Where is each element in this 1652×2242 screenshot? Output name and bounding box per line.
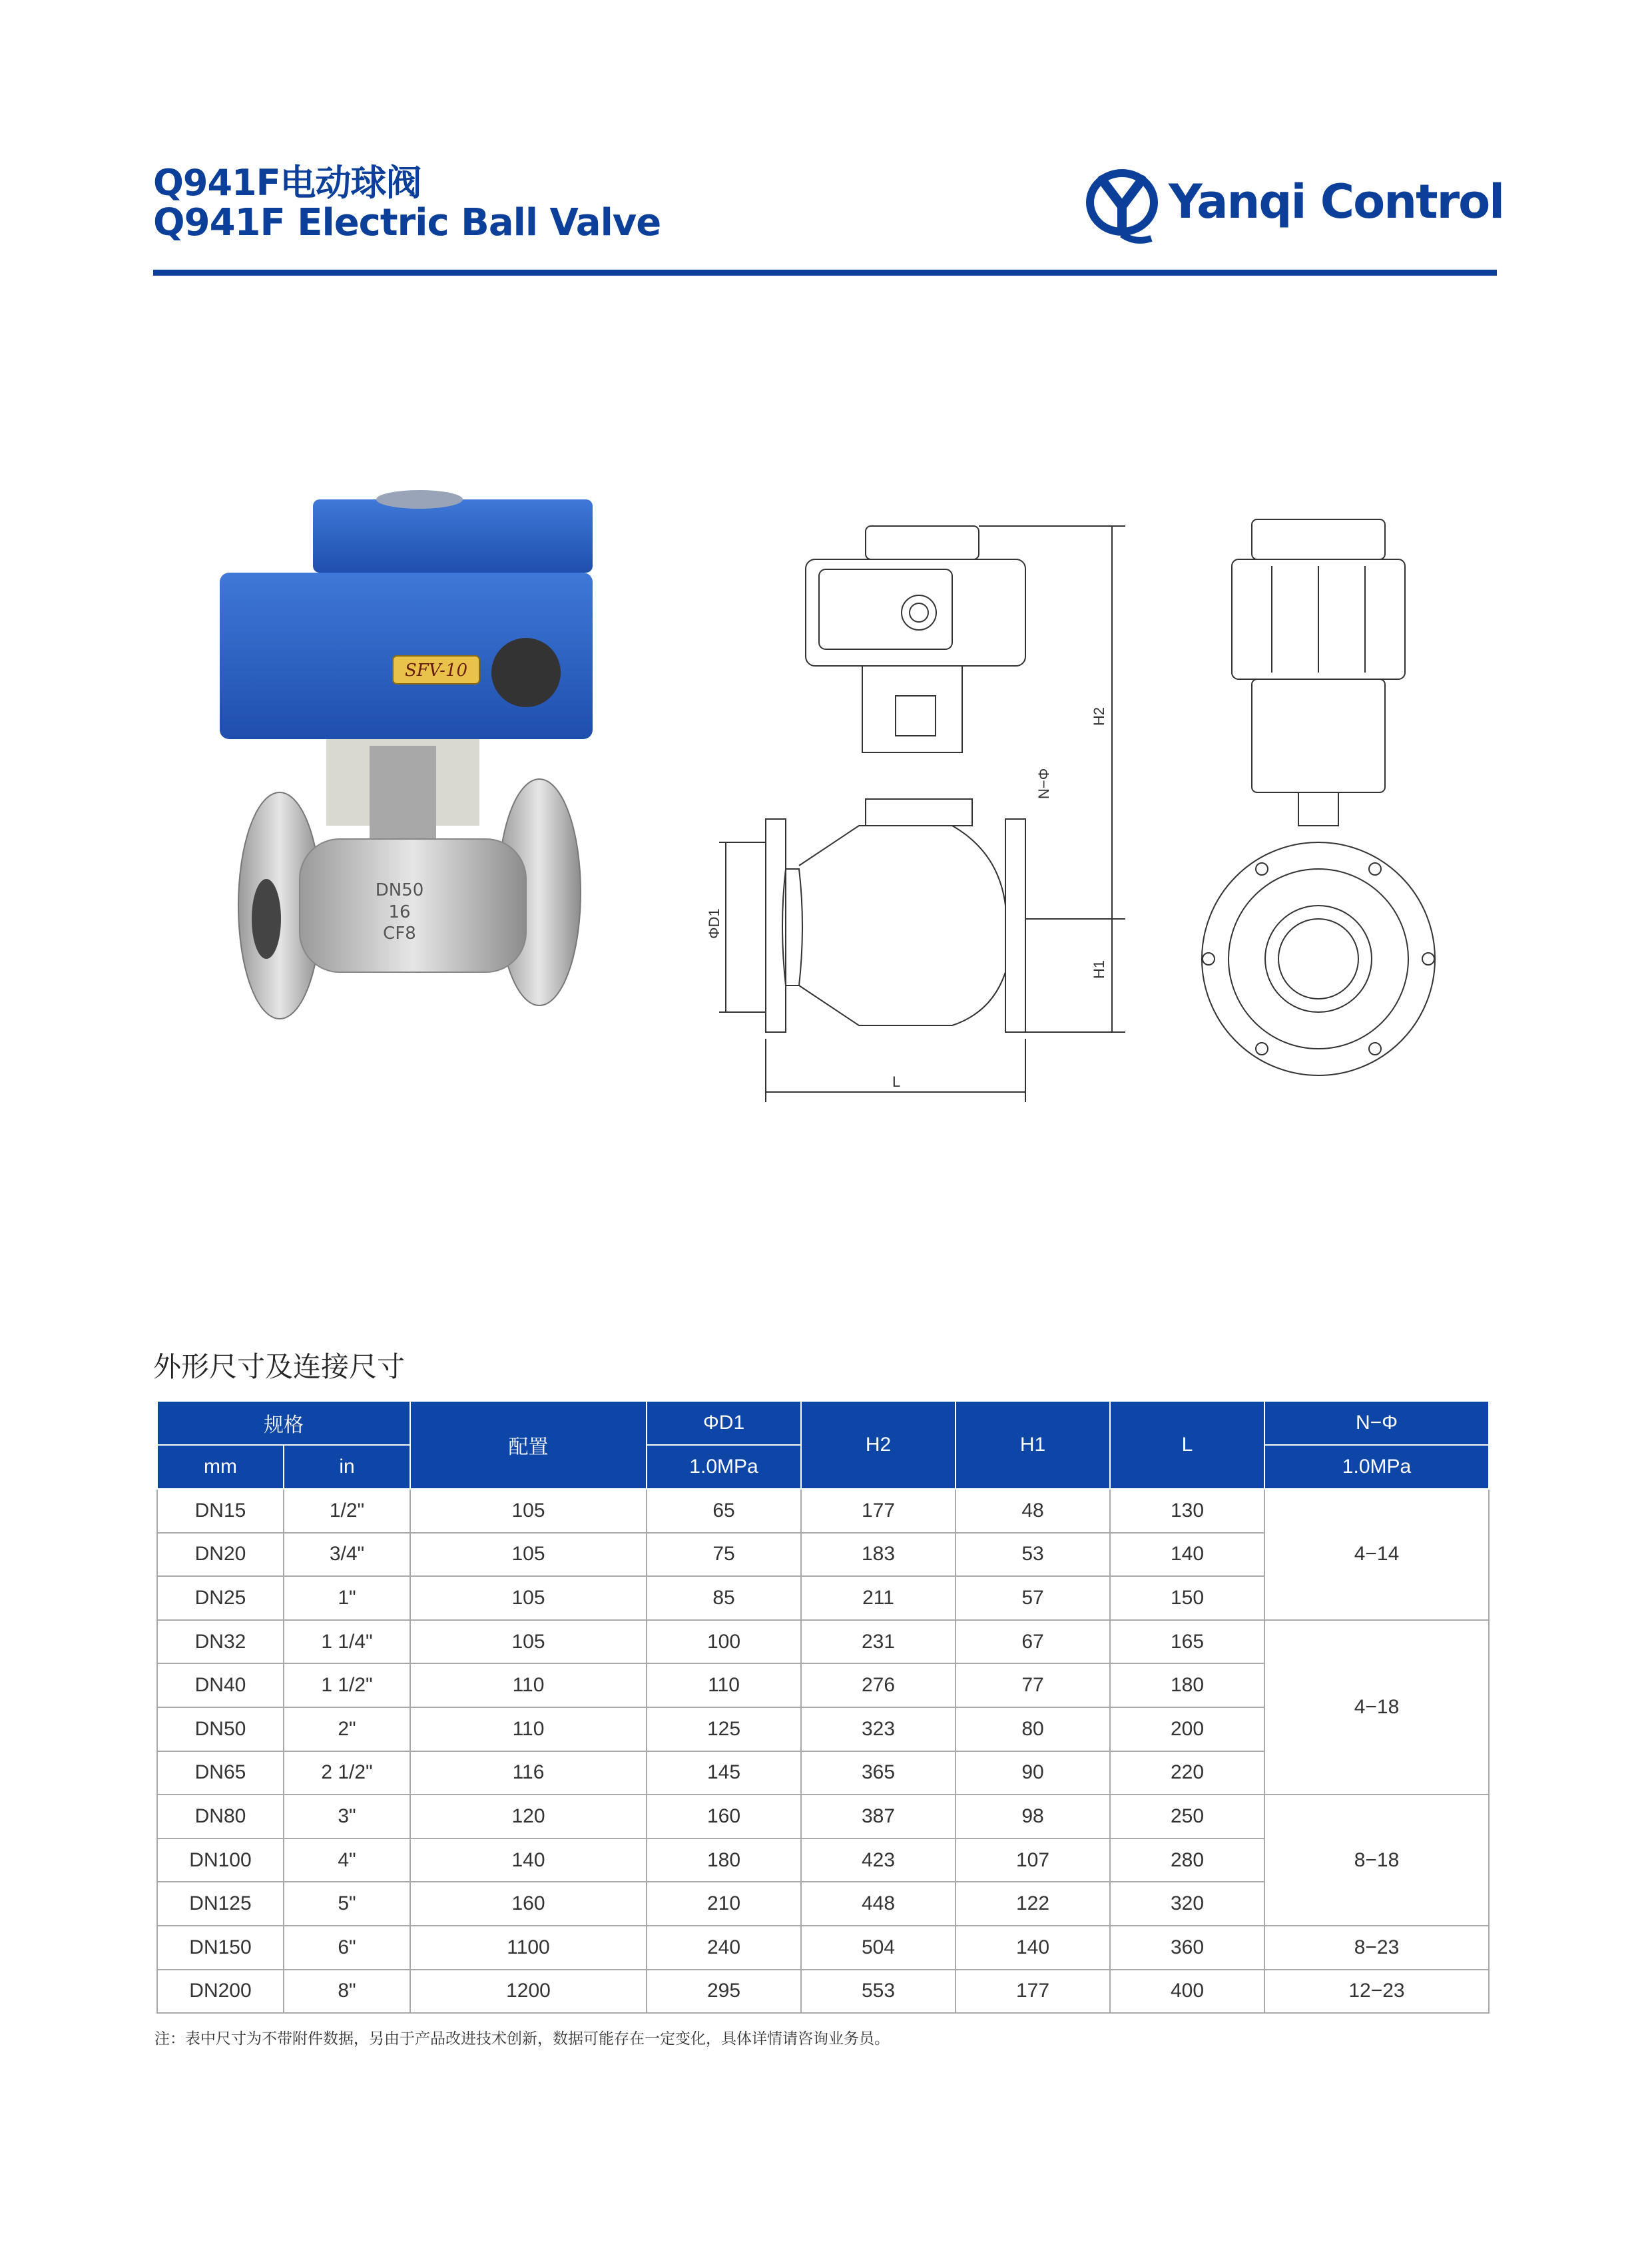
header-d1: ΦD1 (647, 1401, 801, 1445)
cell-d1: 210 (647, 1882, 801, 1926)
cell-config: 1200 (410, 1970, 647, 2014)
cell-l: 250 (1110, 1795, 1264, 1838)
cell-n-phi: 8−23 (1264, 1926, 1489, 1970)
header-n-phi-pressure: 1.0MPa (1264, 1445, 1489, 1489)
dimensions-table (156, 1400, 1490, 2014)
cell-mm: DN150 (157, 1926, 284, 1970)
cell-l: 140 (1110, 1533, 1264, 1577)
cell-l: 320 (1110, 1882, 1264, 1926)
header-l: L (1110, 1401, 1264, 1489)
cell-config: 110 (410, 1663, 647, 1707)
cell-d1: 85 (647, 1576, 801, 1620)
header-config: 配置 (410, 1401, 647, 1489)
cell-d1: 110 (647, 1663, 801, 1707)
cell-h2: 323 (801, 1707, 956, 1751)
cell-in: 2 1/2" (284, 1751, 410, 1795)
cell-config: 105 (410, 1576, 647, 1620)
cell-d1: 100 (647, 1620, 801, 1664)
table-row (157, 1926, 1489, 1970)
cell-config: 120 (410, 1795, 647, 1838)
cell-h2: 276 (801, 1663, 956, 1707)
cell-l: 165 (1110, 1620, 1264, 1664)
cell-config: 140 (410, 1838, 647, 1882)
header-mm: mm (157, 1445, 284, 1489)
cell-config: 160 (410, 1882, 647, 1926)
cell-h1: 67 (956, 1620, 1110, 1664)
cell-h1: 77 (956, 1663, 1110, 1707)
cell-d1: 180 (647, 1838, 801, 1882)
dimension-label-h2: H2 (1091, 706, 1107, 726)
cell-mm: DN100 (157, 1838, 284, 1882)
cell-in: 8" (284, 1970, 410, 2014)
cell-h2: 177 (801, 1489, 956, 1533)
header-divider (153, 270, 1497, 276)
cell-h2: 504 (801, 1926, 956, 1970)
dimension-label-d1: ΦD1 (706, 908, 722, 939)
cell-h2: 448 (801, 1882, 956, 1926)
cell-l: 360 (1110, 1926, 1264, 1970)
cell-h1: 90 (956, 1751, 1110, 1795)
header-d1-pressure: 1.0MPa (647, 1445, 801, 1489)
section-title: 外形尺寸及连接尺寸 (153, 1350, 406, 1383)
cell-mm: DN40 (157, 1663, 284, 1707)
brand-logo (1082, 165, 1504, 245)
header-h1: H1 (956, 1401, 1110, 1489)
header-spec: 规格 (157, 1401, 410, 1445)
table-row (157, 1620, 1489, 1664)
cell-h1: 177 (956, 1970, 1110, 2014)
cell-mm: DN32 (157, 1620, 284, 1664)
cell-d1: 295 (647, 1970, 801, 2014)
cell-h1: 122 (956, 1882, 1110, 1926)
cell-n-phi: 12−23 (1264, 1970, 1489, 2014)
cell-config: 105 (410, 1489, 647, 1533)
cell-in: 1 1/4" (284, 1620, 410, 1664)
cell-h2: 231 (801, 1620, 956, 1664)
cell-h2: 423 (801, 1838, 956, 1882)
cell-l: 180 (1110, 1663, 1264, 1707)
cell-d1: 145 (647, 1751, 801, 1795)
cell-mm: DN200 (157, 1970, 284, 2014)
cell-h2: 183 (801, 1533, 956, 1577)
cell-l: 280 (1110, 1838, 1264, 1882)
cell-n-phi: 4−14 (1264, 1489, 1489, 1620)
cell-l: 130 (1110, 1489, 1264, 1533)
cell-l: 150 (1110, 1576, 1264, 1620)
cell-n-phi: 4−18 (1264, 1620, 1489, 1795)
table-row (157, 1970, 1489, 2014)
cell-config: 1100 (410, 1926, 647, 1970)
cell-h1: 107 (956, 1838, 1110, 1882)
cell-h1: 53 (956, 1533, 1110, 1577)
casting-mark-size: DN50 (375, 880, 424, 900)
cell-n-phi: 8−18 (1264, 1795, 1489, 1926)
product-photo (220, 479, 646, 1099)
cell-h2: 387 (801, 1795, 956, 1838)
cell-h1: 48 (956, 1489, 1110, 1533)
cell-h2: 211 (801, 1576, 956, 1620)
dimension-label-h1: H1 (1091, 960, 1107, 979)
cell-mm: DN125 (157, 1882, 284, 1926)
cell-mm: DN65 (157, 1751, 284, 1795)
table-row (157, 1795, 1489, 1838)
actuator-badge: SFV-10 (404, 661, 468, 681)
cell-in: 1/2" (284, 1489, 410, 1533)
cell-l: 200 (1110, 1707, 1264, 1751)
side-dimension-drawing (1185, 506, 1452, 1125)
cell-in: 3/4" (284, 1533, 410, 1577)
front-dimension-drawing (699, 506, 1132, 1125)
cell-config: 105 (410, 1620, 647, 1664)
page-title-chinese: Q941F电动球阀 (153, 162, 421, 204)
casting-mark-pressure: 16 (388, 902, 411, 922)
cell-d1: 125 (647, 1707, 801, 1751)
brand-name: Yanqi Control (1169, 174, 1504, 229)
cell-in: 3" (284, 1795, 410, 1838)
cell-mm: DN20 (157, 1533, 284, 1577)
header-in: in (284, 1445, 410, 1489)
cell-in: 2" (284, 1707, 410, 1751)
cell-h1: 57 (956, 1576, 1110, 1620)
cell-d1: 75 (647, 1533, 801, 1577)
header-n-phi: N−Φ (1264, 1401, 1489, 1445)
cell-mm: DN80 (157, 1795, 284, 1838)
cell-in: 1 1/2" (284, 1663, 410, 1707)
cell-h1: 98 (956, 1795, 1110, 1838)
cell-in: 4" (284, 1838, 410, 1882)
cell-mm: DN15 (157, 1489, 284, 1533)
cell-l: 220 (1110, 1751, 1264, 1795)
cell-d1: 160 (647, 1795, 801, 1838)
yanqi-logo-icon (1082, 165, 1162, 245)
cell-d1: 65 (647, 1489, 801, 1533)
cell-in: 6" (284, 1926, 410, 1970)
cell-in: 5" (284, 1882, 410, 1926)
cell-in: 1" (284, 1576, 410, 1620)
casting-mark-material: CF8 (383, 924, 416, 944)
cell-config: 105 (410, 1533, 647, 1577)
cell-config: 110 (410, 1707, 647, 1751)
table-footnote: 注：表中尺寸为不带附件数据，另由于产品改进技术创新，数据可能存在一定变化，具体详情请咨询业务员。 (154, 2030, 890, 2048)
header-h2: H2 (801, 1401, 956, 1489)
dimension-label-l: L (892, 1073, 901, 1090)
cell-mm: DN50 (157, 1707, 284, 1751)
cell-h2: 365 (801, 1751, 956, 1795)
cell-d1: 240 (647, 1926, 801, 1970)
cell-l: 400 (1110, 1970, 1264, 2014)
cell-h2: 553 (801, 1970, 956, 2014)
page-title-english: Q941F Electric Ball Valve (153, 201, 661, 244)
table-row (157, 1489, 1489, 1533)
cell-config: 116 (410, 1751, 647, 1795)
cell-h1: 80 (956, 1707, 1110, 1751)
cell-mm: DN25 (157, 1576, 284, 1620)
dimension-label-n-phi: N−Φ (1035, 768, 1052, 799)
cell-h1: 140 (956, 1926, 1110, 1970)
